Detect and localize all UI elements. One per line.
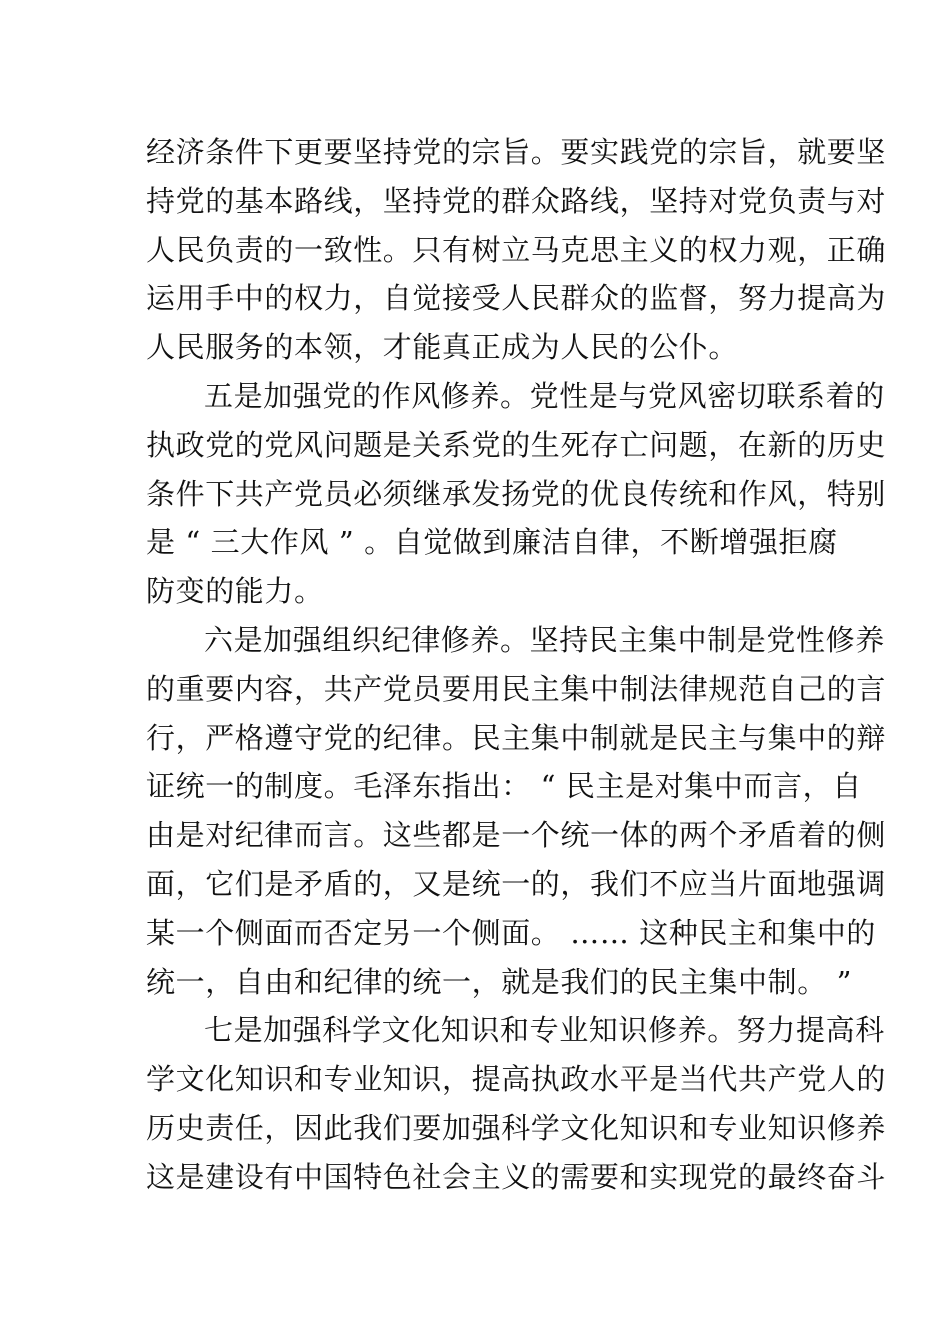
text-line: 某一个侧面而否定另一个侧面。 …… 这种民主和集中的	[146, 915, 877, 950]
text-line: 统一，自由和纪律的统一，就是我们的民主集中制。 ”	[146, 964, 853, 999]
text-line: 学文化知识和专业知识，提高执政水平是当代共产党人的	[146, 1062, 887, 1097]
text-line: 人民服务的本领，才能真正成为人民的公仆。	[146, 330, 739, 365]
text-line: 这是建设有中国特色社会主义的需要和实现党的最终奋斗	[146, 1159, 887, 1194]
text-line: 的重要内容，共产党员要用民主集中制法律规范自己的言	[146, 671, 887, 706]
text-line: 人民负责的一致性。只有树立马克思主义的权力观，正确	[146, 232, 887, 267]
text-line: 面，它们是矛盾的，又是统一的，我们不应当片面地强调	[146, 866, 887, 901]
text-line: 运用手中的权力，自觉接受人民群众的监督，努力提高为	[146, 281, 887, 316]
text-line: 是 “ 三大作风 ” 。自觉做到廉洁自律，不断增强拒腐	[146, 525, 838, 560]
text-line: 由是对纪律而言。这些都是一个统一体的两个矛盾着的侧	[146, 818, 887, 853]
text-line: 执政党的党风问题是关系党的生死存亡问题，在新的历史	[146, 427, 887, 462]
text-line: 历史责任，因此我们要加强科学文化知识和专业知识修养	[146, 1110, 887, 1145]
text-line: 六是加强组织纪律修养。坚持民主集中制是党性修养	[204, 622, 885, 657]
text-line: 行，严格遵守党的纪律。民主集中制就是民主与集中的辩	[146, 720, 887, 755]
text-line: 五是加强党的作风修养。党性是与党风密切联系着的	[204, 378, 885, 413]
text-line: 持党的基本路线，坚持党的群众路线，坚持对党负责与对	[146, 183, 887, 218]
text-line: 防变的能力。	[146, 574, 324, 609]
document-body-text	[146, 128, 887, 1202]
text-line: 七是加强科学文化知识和专业知识修养。努力提高科	[204, 1013, 885, 1048]
text-line: 经济条件下更要坚持党的宗旨。要实践党的宗旨，就要坚	[146, 135, 887, 169]
text-line: 条件下共产党员必须继承发扬党的优良传统和作风，特别	[146, 476, 887, 511]
text-line: 证统一的制度。毛泽东指出： “ 民主是对集中而言，自	[146, 769, 862, 804]
